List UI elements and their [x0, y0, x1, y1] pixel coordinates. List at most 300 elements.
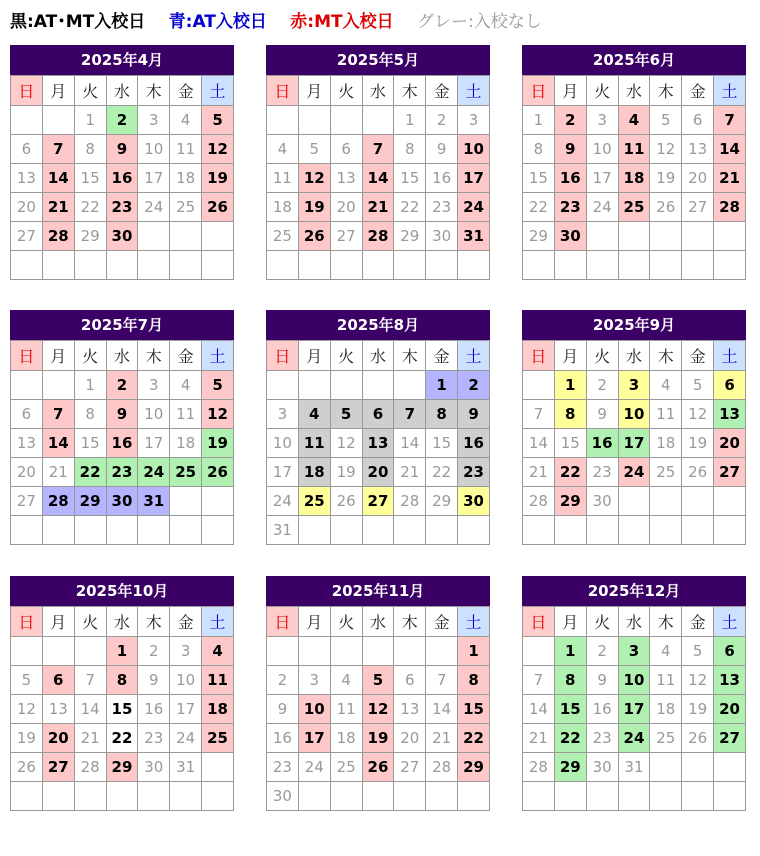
day-cell: 16: [106, 429, 138, 458]
weekday-header: 金: [170, 607, 202, 637]
day-cell: 8: [106, 666, 138, 695]
day-cell: [523, 251, 555, 280]
day-cell: [74, 637, 106, 666]
day-cell: [202, 516, 234, 545]
day-cell: 21: [362, 193, 394, 222]
day-cell: 21: [523, 724, 555, 753]
month-title: 2025年11月: [266, 576, 490, 606]
day-cell: 2: [138, 637, 170, 666]
day-cell: [523, 371, 555, 400]
day-cell: 21: [426, 724, 458, 753]
weekday-header: 火: [586, 607, 618, 637]
day-cell: [42, 251, 74, 280]
day-cell: 7: [42, 400, 74, 429]
day-cell: [682, 516, 714, 545]
day-cell: [267, 637, 299, 666]
day-cell: 15: [74, 429, 106, 458]
day-cell: 20: [42, 724, 74, 753]
day-cell: 28: [74, 753, 106, 782]
day-cell: 25: [650, 458, 682, 487]
day-cell: 22: [554, 458, 586, 487]
day-cell: 2: [458, 371, 490, 400]
day-cell: 12: [682, 666, 714, 695]
day-cell: 26: [650, 193, 682, 222]
day-cell: 26: [330, 487, 362, 516]
day-cell: 30: [106, 487, 138, 516]
day-cell: 26: [362, 753, 394, 782]
day-cell: [74, 782, 106, 811]
day-cell: 7: [426, 666, 458, 695]
day-cell: [554, 516, 586, 545]
weekday-header: 日: [267, 341, 299, 371]
day-cell: 22: [74, 458, 106, 487]
month-calendar: [522, 576, 746, 811]
weekday-header: 火: [74, 76, 106, 106]
day-cell: 22: [74, 193, 106, 222]
day-cell: [11, 106, 43, 135]
month-table: [10, 606, 234, 811]
day-cell: 5: [362, 666, 394, 695]
legend-blue: 青:AT入校日: [168, 12, 267, 32]
legend-red: 赤:MT入校日: [290, 12, 394, 32]
day-cell: 15: [554, 429, 586, 458]
day-cell: 16: [554, 164, 586, 193]
month-title: 2025年6月: [522, 45, 746, 75]
day-cell: [11, 637, 43, 666]
day-cell: [267, 371, 299, 400]
weekday-header: 金: [682, 341, 714, 371]
day-cell: 6: [394, 666, 426, 695]
day-cell: 30: [138, 753, 170, 782]
day-cell: [298, 251, 330, 280]
weekday-header: 水: [106, 76, 138, 106]
day-cell: 30: [106, 222, 138, 251]
day-cell: [618, 251, 650, 280]
day-cell: [618, 222, 650, 251]
weekday-header: 木: [138, 76, 170, 106]
weekday-header: 金: [682, 607, 714, 637]
month-table: [10, 75, 234, 280]
weekday-header: 金: [426, 341, 458, 371]
weekday-header: 木: [394, 76, 426, 106]
day-cell: [714, 487, 746, 516]
day-cell: [42, 782, 74, 811]
day-cell: 26: [11, 753, 43, 782]
day-cell: 19: [202, 164, 234, 193]
day-cell: 9: [138, 666, 170, 695]
day-cell: 22: [394, 193, 426, 222]
day-cell: [394, 516, 426, 545]
day-cell: 15: [74, 164, 106, 193]
day-cell: 8: [426, 400, 458, 429]
day-cell: 7: [523, 666, 555, 695]
weekday-header: 火: [330, 341, 362, 371]
day-cell: 7: [523, 400, 555, 429]
month-table: [10, 340, 234, 545]
day-cell: 23: [586, 458, 618, 487]
day-cell: 12: [682, 400, 714, 429]
weekday-header: 日: [523, 341, 555, 371]
day-cell: 30: [426, 222, 458, 251]
day-cell: [586, 222, 618, 251]
day-cell: 27: [42, 753, 74, 782]
day-cell: [298, 371, 330, 400]
day-cell: 11: [170, 400, 202, 429]
day-cell: [202, 251, 234, 280]
day-cell: 1: [74, 371, 106, 400]
day-cell: 24: [618, 724, 650, 753]
day-cell: 9: [106, 135, 138, 164]
day-cell: 12: [650, 135, 682, 164]
day-cell: 23: [138, 724, 170, 753]
day-cell: 19: [682, 429, 714, 458]
day-cell: 3: [267, 400, 299, 429]
day-cell: 21: [714, 164, 746, 193]
day-cell: 13: [394, 695, 426, 724]
day-cell: [11, 782, 43, 811]
weekday-header: 水: [106, 607, 138, 637]
weekday-header: 土: [202, 607, 234, 637]
day-cell: [523, 516, 555, 545]
day-cell: 23: [586, 724, 618, 753]
day-cell: 15: [106, 695, 138, 724]
day-cell: 4: [650, 371, 682, 400]
weekday-header: 月: [554, 607, 586, 637]
day-cell: 20: [11, 458, 43, 487]
month-table: [266, 75, 490, 280]
legend-gray: グレー:入校なし: [417, 12, 542, 32]
day-cell: 12: [11, 695, 43, 724]
day-cell: 9: [426, 135, 458, 164]
day-cell: 29: [106, 753, 138, 782]
day-cell: 14: [42, 429, 74, 458]
day-cell: [42, 371, 74, 400]
day-cell: [138, 782, 170, 811]
day-cell: 14: [42, 164, 74, 193]
day-cell: 29: [426, 487, 458, 516]
month-title: 2025年12月: [522, 576, 746, 606]
day-cell: 6: [42, 666, 74, 695]
day-cell: [618, 782, 650, 811]
day-cell: 3: [138, 371, 170, 400]
day-cell: 2: [106, 106, 138, 135]
day-cell: 7: [394, 400, 426, 429]
day-cell: 12: [330, 429, 362, 458]
day-cell: 8: [74, 135, 106, 164]
day-cell: 28: [362, 222, 394, 251]
day-cell: 4: [202, 637, 234, 666]
day-cell: [714, 251, 746, 280]
day-cell: 24: [138, 458, 170, 487]
day-cell: 31: [458, 222, 490, 251]
day-cell: 10: [298, 695, 330, 724]
day-cell: 3: [586, 106, 618, 135]
day-cell: 10: [138, 400, 170, 429]
day-cell: [554, 251, 586, 280]
day-cell: 1: [554, 371, 586, 400]
day-cell: [330, 106, 362, 135]
day-cell: [362, 782, 394, 811]
weekday-header: 日: [11, 76, 43, 106]
day-cell: 15: [394, 164, 426, 193]
month-title: 2025年5月: [266, 45, 490, 75]
weekday-header: 火: [74, 341, 106, 371]
day-cell: 25: [170, 458, 202, 487]
day-cell: 8: [554, 666, 586, 695]
day-cell: 29: [74, 222, 106, 251]
month-title: 2025年4月: [10, 45, 234, 75]
day-cell: 12: [202, 400, 234, 429]
day-cell: 3: [618, 371, 650, 400]
day-cell: [202, 222, 234, 251]
day-cell: [42, 516, 74, 545]
day-cell: 30: [586, 487, 618, 516]
day-cell: 18: [170, 164, 202, 193]
day-cell: 20: [682, 164, 714, 193]
day-cell: 31: [170, 753, 202, 782]
day-cell: 29: [458, 753, 490, 782]
day-cell: 26: [298, 222, 330, 251]
weekday-header: 水: [618, 76, 650, 106]
day-cell: 14: [394, 429, 426, 458]
weekday-header: 土: [458, 607, 490, 637]
day-cell: [714, 516, 746, 545]
day-cell: 3: [170, 637, 202, 666]
day-cell: [330, 371, 362, 400]
day-cell: 24: [170, 724, 202, 753]
day-cell: 27: [394, 753, 426, 782]
weekday-header: 金: [170, 341, 202, 371]
weekday-header: 土: [714, 341, 746, 371]
day-cell: 24: [586, 193, 618, 222]
day-cell: [42, 637, 74, 666]
day-cell: 29: [74, 487, 106, 516]
day-cell: [267, 106, 299, 135]
weekday-header: 土: [202, 76, 234, 106]
day-cell: 11: [170, 135, 202, 164]
day-cell: 1: [523, 106, 555, 135]
day-cell: 6: [362, 400, 394, 429]
day-cell: 28: [42, 487, 74, 516]
weekday-header: 木: [650, 76, 682, 106]
day-cell: 5: [682, 371, 714, 400]
month-calendar: [522, 45, 746, 280]
day-cell: 17: [586, 164, 618, 193]
day-cell: 11: [267, 164, 299, 193]
day-cell: 15: [458, 695, 490, 724]
day-cell: 7: [74, 666, 106, 695]
day-cell: 19: [362, 724, 394, 753]
day-cell: [458, 516, 490, 545]
day-cell: 11: [650, 666, 682, 695]
day-cell: 10: [458, 135, 490, 164]
weekday-header: 月: [42, 341, 74, 371]
day-cell: 17: [618, 695, 650, 724]
day-cell: 22: [458, 724, 490, 753]
day-cell: [170, 516, 202, 545]
day-cell: 2: [267, 666, 299, 695]
day-cell: 9: [554, 135, 586, 164]
weekday-header: 土: [458, 341, 490, 371]
day-cell: 17: [618, 429, 650, 458]
day-cell: 8: [554, 400, 586, 429]
day-cell: 11: [618, 135, 650, 164]
weekday-header: 水: [618, 607, 650, 637]
day-cell: 29: [394, 222, 426, 251]
day-cell: 26: [682, 458, 714, 487]
day-cell: 18: [650, 429, 682, 458]
legend: [10, 7, 560, 32]
day-cell: 1: [106, 637, 138, 666]
day-cell: [330, 251, 362, 280]
day-cell: 7: [42, 135, 74, 164]
weekday-header: 金: [682, 76, 714, 106]
day-cell: 9: [458, 400, 490, 429]
day-cell: 5: [11, 666, 43, 695]
day-cell: 5: [202, 371, 234, 400]
day-cell: 8: [523, 135, 555, 164]
day-cell: 11: [330, 695, 362, 724]
day-cell: [298, 516, 330, 545]
weekday-header: 火: [330, 607, 362, 637]
day-cell: 19: [202, 429, 234, 458]
weekday-header: 水: [362, 341, 394, 371]
weekday-header: 日: [267, 76, 299, 106]
day-cell: 20: [394, 724, 426, 753]
day-cell: 22: [106, 724, 138, 753]
day-cell: [362, 251, 394, 280]
day-cell: 22: [426, 458, 458, 487]
weekday-header: 日: [523, 76, 555, 106]
month-title: 2025年9月: [522, 310, 746, 340]
day-cell: [586, 251, 618, 280]
day-cell: [362, 371, 394, 400]
day-cell: 1: [394, 106, 426, 135]
day-cell: 4: [330, 666, 362, 695]
day-cell: 23: [106, 193, 138, 222]
weekday-header: 月: [42, 76, 74, 106]
day-cell: 3: [138, 106, 170, 135]
day-cell: 6: [11, 400, 43, 429]
day-cell: [523, 637, 555, 666]
weekday-header: 火: [586, 76, 618, 106]
day-cell: 27: [11, 222, 43, 251]
day-cell: 2: [586, 371, 618, 400]
day-cell: 16: [138, 695, 170, 724]
day-cell: 13: [11, 429, 43, 458]
day-cell: [42, 106, 74, 135]
day-cell: 7: [714, 106, 746, 135]
day-cell: 18: [330, 724, 362, 753]
day-cell: 25: [170, 193, 202, 222]
day-cell: 31: [618, 753, 650, 782]
day-cell: 16: [106, 164, 138, 193]
day-cell: 4: [267, 135, 299, 164]
day-cell: 4: [170, 106, 202, 135]
day-cell: [202, 487, 234, 516]
day-cell: 25: [298, 487, 330, 516]
day-cell: 13: [682, 135, 714, 164]
day-cell: 14: [362, 164, 394, 193]
day-cell: [106, 782, 138, 811]
month-table: [522, 75, 746, 280]
day-cell: [394, 371, 426, 400]
day-cell: 16: [458, 429, 490, 458]
day-cell: [426, 782, 458, 811]
day-cell: 14: [74, 695, 106, 724]
day-cell: 2: [426, 106, 458, 135]
day-cell: 13: [42, 695, 74, 724]
day-cell: [170, 251, 202, 280]
day-cell: 18: [618, 164, 650, 193]
day-cell: [426, 516, 458, 545]
day-cell: 16: [267, 724, 299, 753]
day-cell: 28: [394, 487, 426, 516]
month-calendar: [522, 310, 746, 545]
day-cell: [298, 782, 330, 811]
day-cell: [11, 516, 43, 545]
month-table: [522, 606, 746, 811]
day-cell: 29: [523, 222, 555, 251]
day-cell: [362, 637, 394, 666]
day-cell: 1: [554, 637, 586, 666]
day-cell: 20: [11, 193, 43, 222]
day-cell: [106, 516, 138, 545]
day-cell: [586, 782, 618, 811]
weekday-header: 土: [202, 341, 234, 371]
day-cell: [650, 516, 682, 545]
day-cell: 28: [42, 222, 74, 251]
day-cell: 8: [458, 666, 490, 695]
day-cell: 1: [458, 637, 490, 666]
day-cell: [458, 251, 490, 280]
day-cell: 18: [202, 695, 234, 724]
day-cell: 23: [554, 193, 586, 222]
day-cell: 3: [458, 106, 490, 135]
weekday-header: 木: [394, 607, 426, 637]
day-cell: [267, 251, 299, 280]
day-cell: 28: [714, 193, 746, 222]
day-cell: 20: [714, 429, 746, 458]
day-cell: [650, 782, 682, 811]
day-cell: [714, 753, 746, 782]
day-cell: 15: [426, 429, 458, 458]
day-cell: [682, 222, 714, 251]
legend-black: 黒:AT･MT入校日: [10, 12, 146, 32]
day-cell: 28: [426, 753, 458, 782]
month-calendar: [10, 45, 234, 280]
month-title: 2025年8月: [266, 310, 490, 340]
day-cell: 23: [426, 193, 458, 222]
day-cell: 27: [714, 458, 746, 487]
month-calendar: [10, 310, 234, 545]
day-cell: 18: [298, 458, 330, 487]
weekday-header: 月: [298, 341, 330, 371]
day-cell: [682, 487, 714, 516]
day-cell: 26: [682, 724, 714, 753]
day-cell: 3: [618, 637, 650, 666]
day-cell: 14: [714, 135, 746, 164]
day-cell: [330, 637, 362, 666]
day-cell: [426, 637, 458, 666]
day-cell: 6: [330, 135, 362, 164]
day-cell: [74, 516, 106, 545]
day-cell: 13: [714, 666, 746, 695]
day-cell: [394, 251, 426, 280]
weekday-header: 日: [11, 607, 43, 637]
day-cell: [362, 516, 394, 545]
day-cell: 12: [298, 164, 330, 193]
